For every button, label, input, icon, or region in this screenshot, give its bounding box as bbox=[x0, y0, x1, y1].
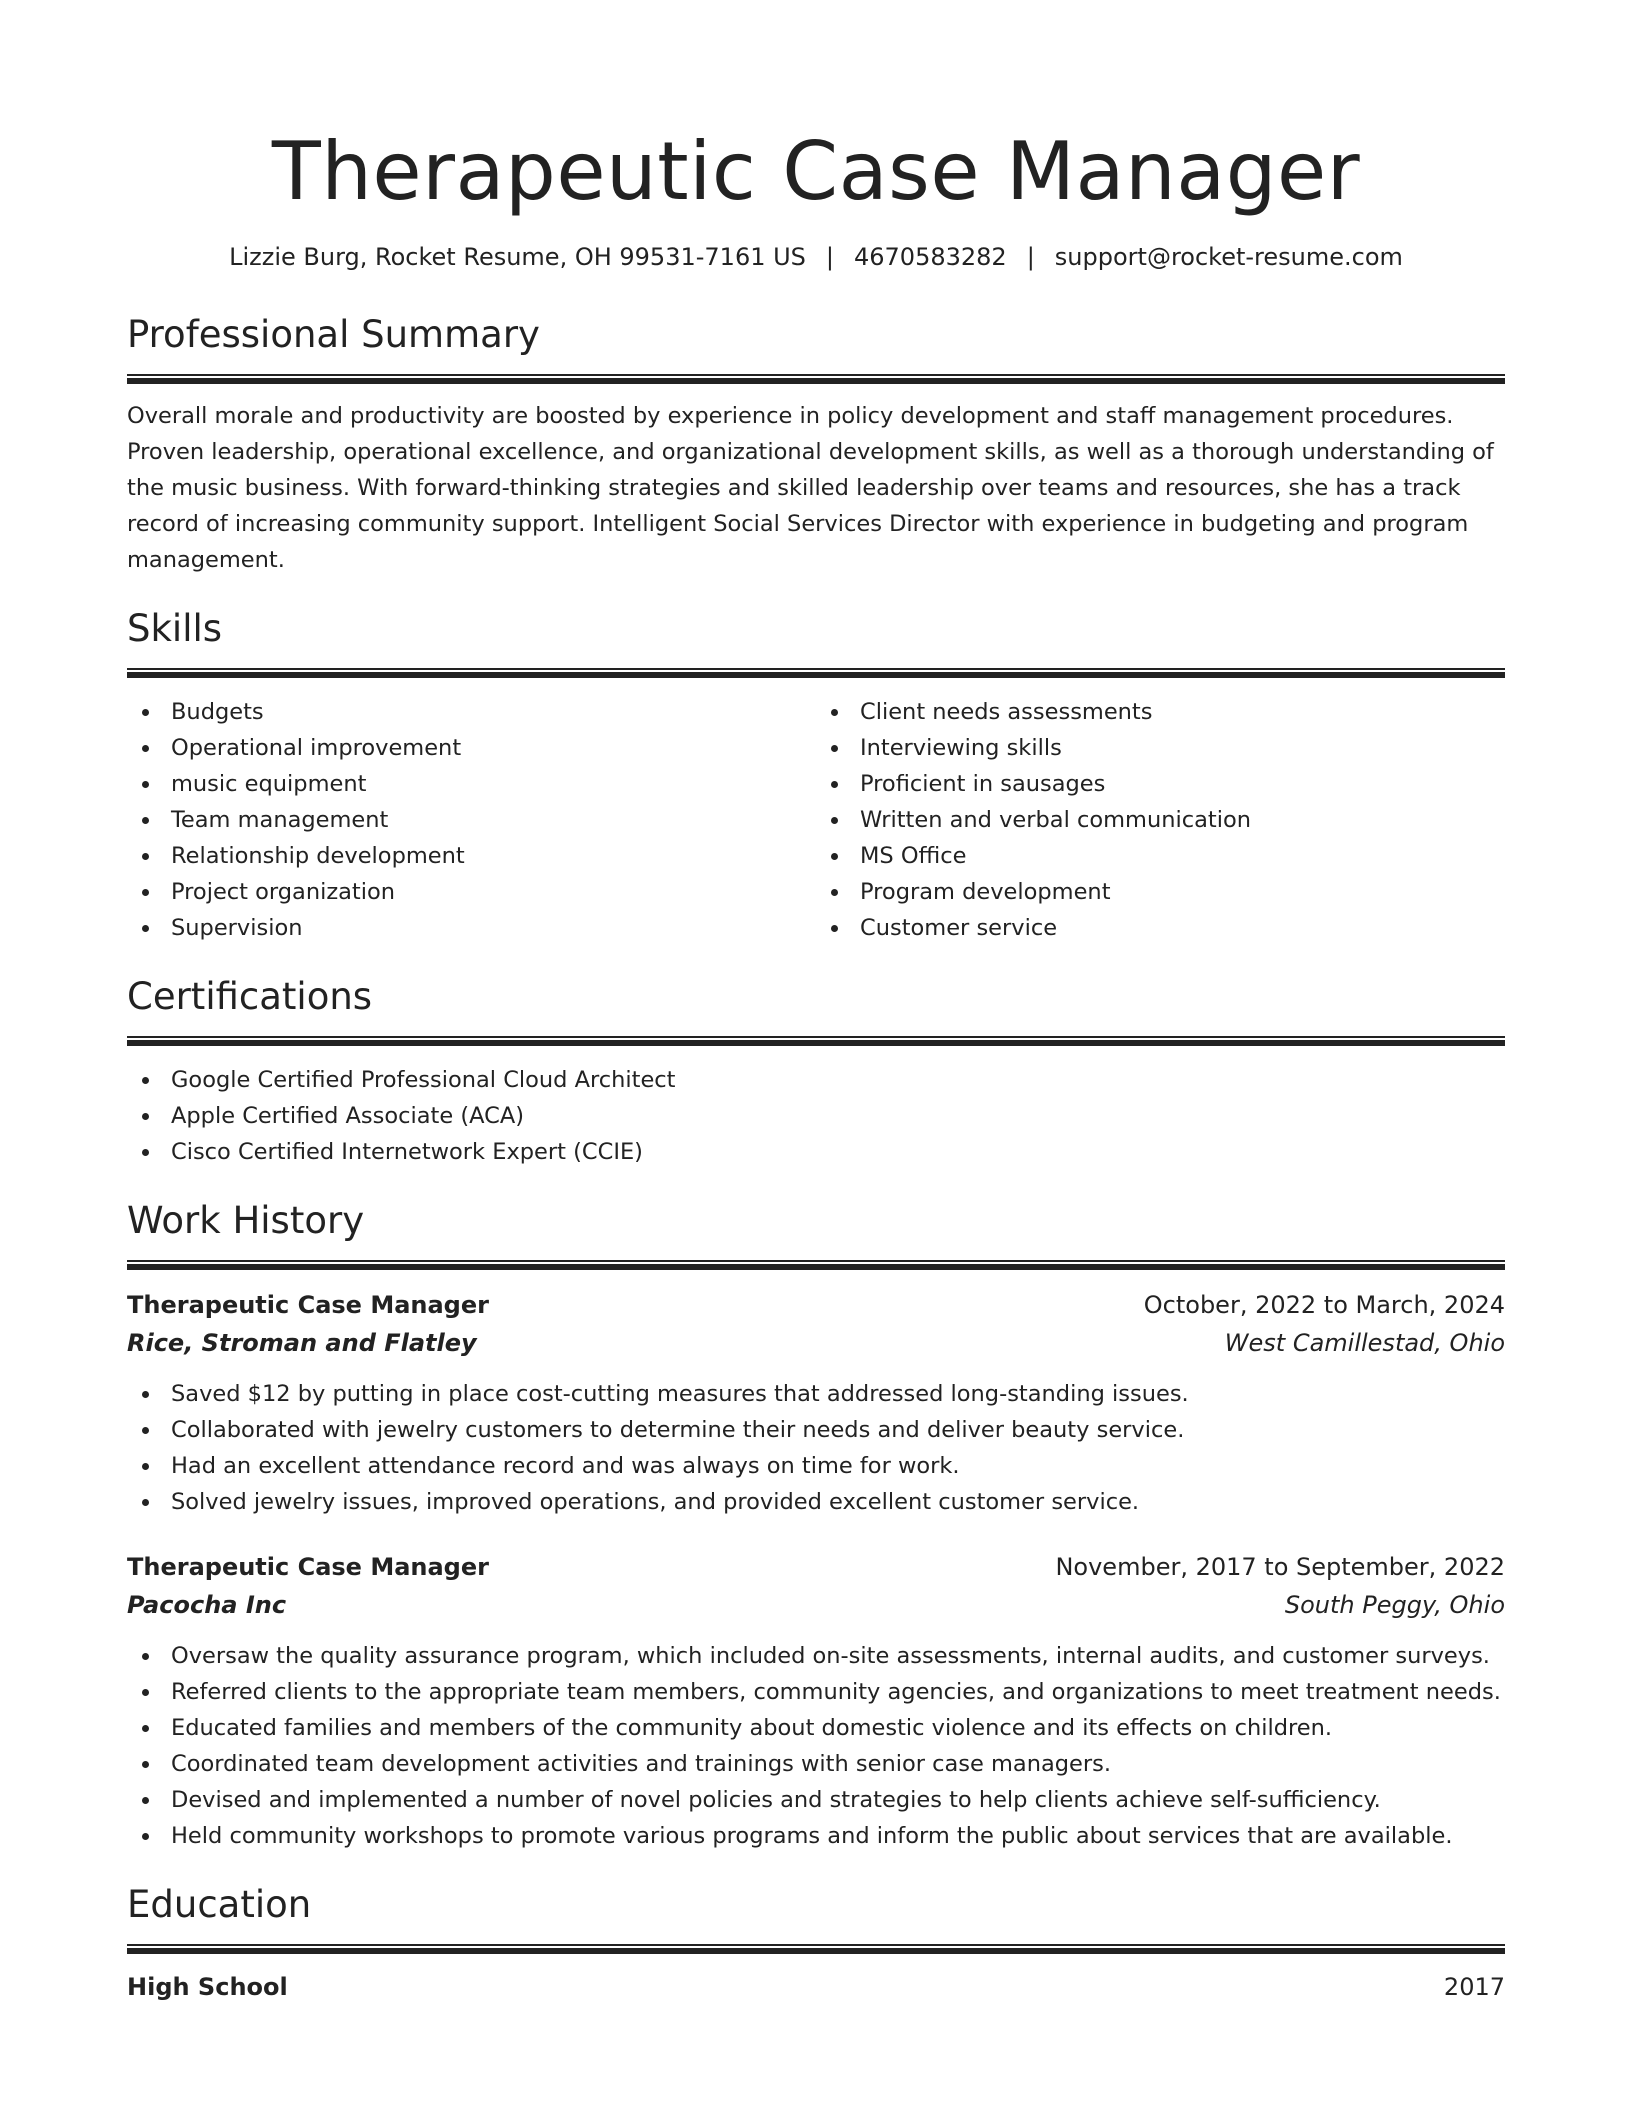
job-bullet: Held community workshops to promote various programs and inform the public about services that are available. bbox=[127, 1818, 1505, 1854]
skill-item: Supervision bbox=[127, 910, 816, 946]
section-divider bbox=[127, 668, 1505, 678]
skill-item: Proficient in sausages bbox=[816, 766, 1505, 802]
job-bullet: Collaborated with jewelry customers to determine their needs and deliver beauty service. bbox=[127, 1412, 1505, 1448]
skill-item: Relationship development bbox=[127, 838, 816, 874]
summary-heading: Professional Summary bbox=[127, 313, 540, 356]
education-heading: Education bbox=[127, 1883, 312, 1926]
job-entry bbox=[127, 1548, 1505, 1854]
skills-right-list bbox=[816, 694, 1505, 946]
contact-phone: 4670583282 bbox=[854, 243, 1007, 271]
skill-item: Interviewing skills bbox=[816, 730, 1505, 766]
job-location: South Peggy, Ohio bbox=[1284, 1591, 1505, 1619]
certification-item: Google Certified Professional Cloud Architect bbox=[127, 1062, 1505, 1098]
contact-email: support@rocket-resume.com bbox=[1054, 243, 1403, 271]
skills-section bbox=[127, 606, 1505, 946]
job-location: West Camillestad, Ohio bbox=[1224, 1329, 1505, 1357]
section-divider bbox=[127, 1036, 1505, 1046]
certifications-section bbox=[127, 974, 1505, 1170]
work-history-section bbox=[127, 1198, 1505, 1854]
skill-item: Program development bbox=[816, 874, 1505, 910]
job-title: Therapeutic Case Manager bbox=[127, 1553, 489, 1581]
skills-grid bbox=[127, 694, 1505, 946]
section-divider bbox=[127, 1944, 1505, 1954]
job-company-row bbox=[127, 1324, 1505, 1362]
skill-item: Customer service bbox=[816, 910, 1505, 946]
job-bullet: Oversaw the quality assurance program, which included on-site assessments, internal audits, and customer surveys. bbox=[127, 1638, 1505, 1674]
skill-item: Team management bbox=[127, 802, 816, 838]
skills-left-list bbox=[127, 694, 816, 946]
contact-separator: | bbox=[1026, 243, 1035, 271]
job-bullets bbox=[127, 1638, 1505, 1854]
job-header-row bbox=[127, 1548, 1505, 1586]
certifications-heading: Certifications bbox=[127, 975, 373, 1018]
section-divider bbox=[127, 374, 1505, 384]
summary-text: Overall morale and productivity are boosted by experience in policy development and staff management procedures. Proven leadership, operational excellence, and organizational development skills, as well as a thorough understanding of the music business. With forward-thinking strategies and skilled leadership over teams and resources, she has a track record of increasing community support. Intelligent Social Services Director with experience in budgeting and program management. bbox=[127, 403, 1494, 573]
summary-section bbox=[127, 312, 1505, 578]
skills-heading: Skills bbox=[127, 607, 223, 650]
job-company-row bbox=[127, 1586, 1505, 1624]
job-title: Therapeutic Case Manager bbox=[127, 1291, 489, 1319]
section-divider bbox=[127, 1260, 1505, 1270]
certification-item: Apple Certified Associate (ACA) bbox=[127, 1098, 1505, 1134]
education-year: 2017 bbox=[1443, 1973, 1505, 2001]
skill-item: Client needs assessments bbox=[816, 694, 1505, 730]
job-entry bbox=[127, 1286, 1505, 1520]
contact-line bbox=[127, 242, 1505, 272]
job-bullet: Solved jewelry issues, improved operations, and provided excellent customer service. bbox=[127, 1484, 1505, 1520]
certifications-list bbox=[127, 1062, 1505, 1170]
job-bullet: Devised and implemented a number of novel policies and strategies to help clients achieve self-sufficiency. bbox=[127, 1782, 1505, 1818]
contact-address: Lizzie Burg, Rocket Resume, OH 99531-7161 US bbox=[229, 243, 806, 271]
job-bullets bbox=[127, 1376, 1505, 1520]
job-dates: October, 2022 to March, 2024 bbox=[1143, 1291, 1505, 1319]
skill-item: Operational improvement bbox=[127, 730, 816, 766]
job-dates: November, 2017 to September, 2022 bbox=[1055, 1553, 1505, 1581]
job-bullet: Had an excellent attendance record and was always on time for work. bbox=[127, 1448, 1505, 1484]
job-bullet: Coordinated team development activities and trainings with senior case managers. bbox=[127, 1746, 1505, 1782]
education-row bbox=[127, 1968, 1505, 2006]
skill-item: MS Office bbox=[816, 838, 1505, 874]
job-header-row bbox=[127, 1286, 1505, 1324]
work-history-heading: Work History bbox=[127, 1199, 365, 1242]
resume-name: Therapeutic Case Manager bbox=[271, 125, 1361, 218]
job-bullet: Saved $12 by putting in place cost-cutting measures that addressed long-standing issues. bbox=[127, 1376, 1505, 1412]
skill-item: music equipment bbox=[127, 766, 816, 802]
skill-item: Budgets bbox=[127, 694, 816, 730]
contact-separator: | bbox=[825, 243, 834, 271]
education-section bbox=[127, 1882, 1505, 2006]
job-company: Rice, Stroman and Flatley bbox=[127, 1329, 477, 1357]
job-bullet: Educated families and members of the community about domestic violence and its effects on children. bbox=[127, 1710, 1505, 1746]
certification-item: Cisco Certified Internetwork Expert (CCIE) bbox=[127, 1134, 1505, 1170]
skill-item: Written and verbal communication bbox=[816, 802, 1505, 838]
skill-item: Project organization bbox=[127, 874, 816, 910]
education-degree: High School bbox=[127, 1973, 288, 2001]
job-company: Pacocha Inc bbox=[127, 1591, 287, 1619]
job-bullet: Referred clients to the appropriate team members, community agencies, and organizations to meet treatment needs. bbox=[127, 1674, 1505, 1710]
